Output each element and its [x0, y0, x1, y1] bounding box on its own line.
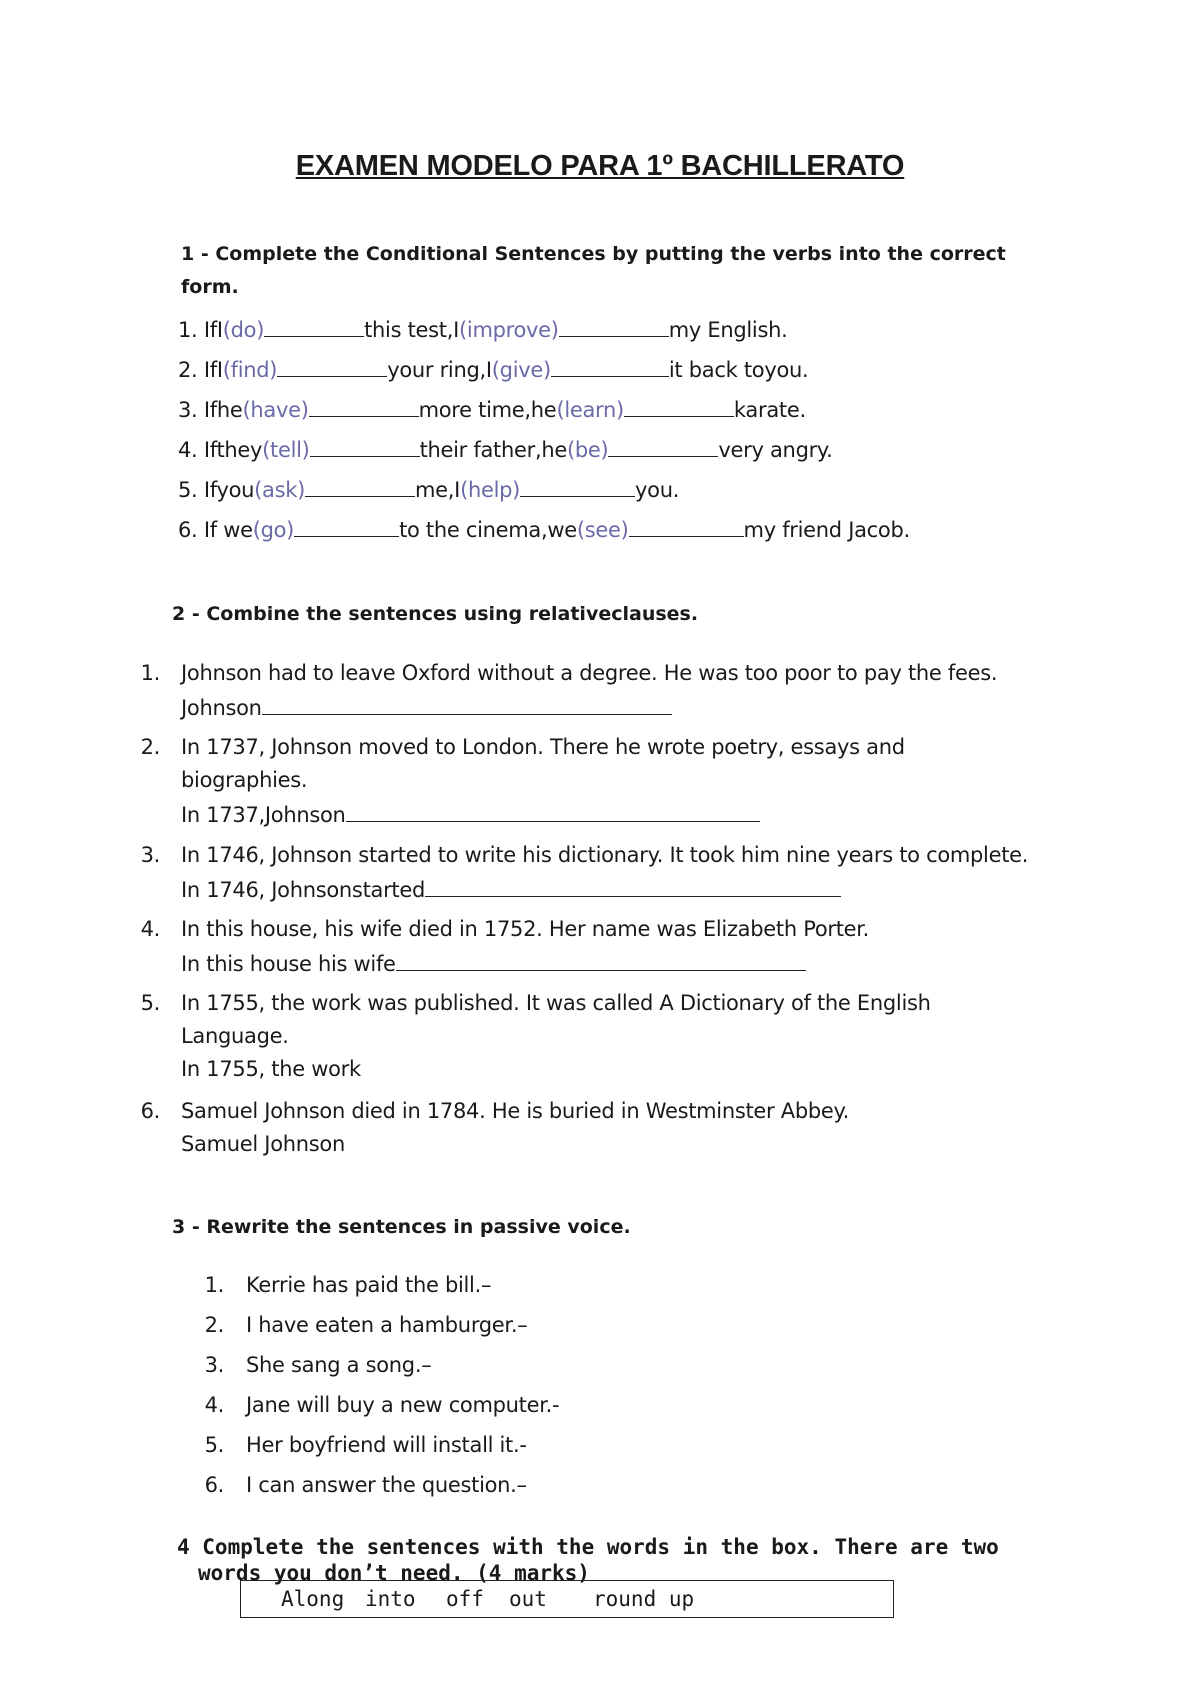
- list-item: She sang a song.–: [246, 1353, 432, 1377]
- answer-blank[interactable]: [608, 436, 718, 457]
- list-item-cont: Language.: [181, 1024, 289, 1048]
- answer-blank[interactable]: [309, 396, 419, 417]
- word-box-item: off: [446, 1587, 484, 1611]
- verb-hint: (improve): [459, 318, 559, 342]
- list-item: In 1755, the work was published. It was called A Dictionary of the English: [181, 991, 931, 1015]
- word-box: [240, 1580, 894, 1618]
- verb-hint: (give): [491, 358, 551, 382]
- answer-line: In 1755, the work: [181, 1057, 361, 1081]
- answer-line: In 1746, Johnsonstarted: [181, 876, 841, 902]
- list-item: Samuel Johnson died in 1784. He is buried in Westminster Abbey.: [181, 1099, 850, 1123]
- list-item: Jane will buy a new computer.-: [246, 1393, 560, 1417]
- section1-heading-cont: form.: [181, 276, 239, 298]
- section2-heading: 2 - Combine the sentences using relativeclauses.: [172, 603, 699, 625]
- word-box-item: Along: [281, 1587, 345, 1611]
- list-item: I can answer the question.–: [246, 1473, 527, 1497]
- list-item: I have eaten a hamburger.–: [246, 1313, 528, 1337]
- verb-hint: (learn): [556, 398, 624, 422]
- verb-hint: (tell): [262, 438, 310, 462]
- conditional-item: 2. IfI(find) your ring,I(give) it back toyou.: [178, 358, 809, 382]
- verb-hint: (have): [242, 398, 309, 422]
- list-item: In this house, his wife died in 1752. Her name was Elizabeth Porter.: [181, 917, 870, 941]
- verb-hint: (ask): [254, 478, 305, 502]
- conditional-item: 3. Ifhe(have) more time,he(learn) karate.: [178, 398, 806, 422]
- answer-blank[interactable]: [396, 950, 806, 971]
- answer-blank[interactable]: [305, 476, 415, 497]
- section1-heading: 1 - Complete the Conditional Sentences by putting the verbs into the correct: [181, 243, 1006, 265]
- answer-blank[interactable]: [559, 316, 669, 337]
- verb-hint: (be): [566, 438, 609, 462]
- answer-blank[interactable]: [346, 801, 760, 822]
- answer-blank[interactable]: [264, 316, 364, 337]
- section4-heading-cont: words you don’t need. (4 marks): [198, 1561, 590, 1585]
- answer-blank[interactable]: [520, 476, 635, 497]
- conditional-item: 5. Ifyou(ask) me,I(help) you.: [178, 478, 680, 502]
- conditional-item: 6. If we(go) to the cinema,we(see) my friend Jacob.: [178, 518, 910, 542]
- verb-hint: (see): [576, 518, 629, 542]
- answer-blank[interactable]: [262, 694, 672, 715]
- section4-heading: 4 Complete the sentences with the words in the box. There are two: [177, 1535, 999, 1559]
- section3-heading: 3 - Rewrite the sentences in passive voice.: [172, 1216, 631, 1238]
- answer-blank[interactable]: [425, 876, 841, 897]
- word-box-item: round up: [593, 1587, 695, 1611]
- answer-blank[interactable]: [294, 516, 399, 537]
- list-item: In 1737, Johnson moved to London. There he wrote poetry, essays and: [181, 735, 905, 759]
- answer-blank[interactable]: [629, 516, 744, 537]
- answer-line: In 1737,Johnson: [181, 801, 760, 827]
- verb-hint: (go): [252, 518, 295, 542]
- verb-hint: (do): [222, 318, 265, 342]
- page-title: EXAMEN MODELO PARA 1º BACHILLERATO: [295, 150, 905, 182]
- conditional-item: 1. IfI(do) this test,I(improve) my English.: [178, 318, 788, 342]
- answer-blank[interactable]: [624, 396, 734, 417]
- verb-hint: (help): [460, 478, 521, 502]
- answer-line: Samuel Johnson: [181, 1132, 345, 1156]
- answer-line: Johnson: [181, 694, 672, 720]
- word-box-item: into: [365, 1587, 416, 1611]
- answer-blank[interactable]: [277, 356, 387, 377]
- list-item: In 1746, Johnson started to write his dictionary. It took him nine years to complete.: [181, 843, 1029, 867]
- list-item: Johnson had to leave Oxford without a degree. He was too poor to pay the fees.: [181, 661, 998, 685]
- conditional-item: 4. Ifthey(tell) their father,he(be) very angry.: [178, 438, 833, 462]
- list-item: Her boyfriend will install it.-: [246, 1433, 527, 1457]
- list-item: Kerrie has paid the bill.–: [246, 1273, 492, 1297]
- answer-blank[interactable]: [551, 356, 669, 377]
- answer-line: In this house his wife: [181, 950, 806, 976]
- answer-blank[interactable]: [310, 436, 420, 457]
- verb-hint: (find): [222, 358, 278, 382]
- list-item-cont: biographies.: [181, 768, 308, 792]
- word-box-item: out: [509, 1587, 547, 1611]
